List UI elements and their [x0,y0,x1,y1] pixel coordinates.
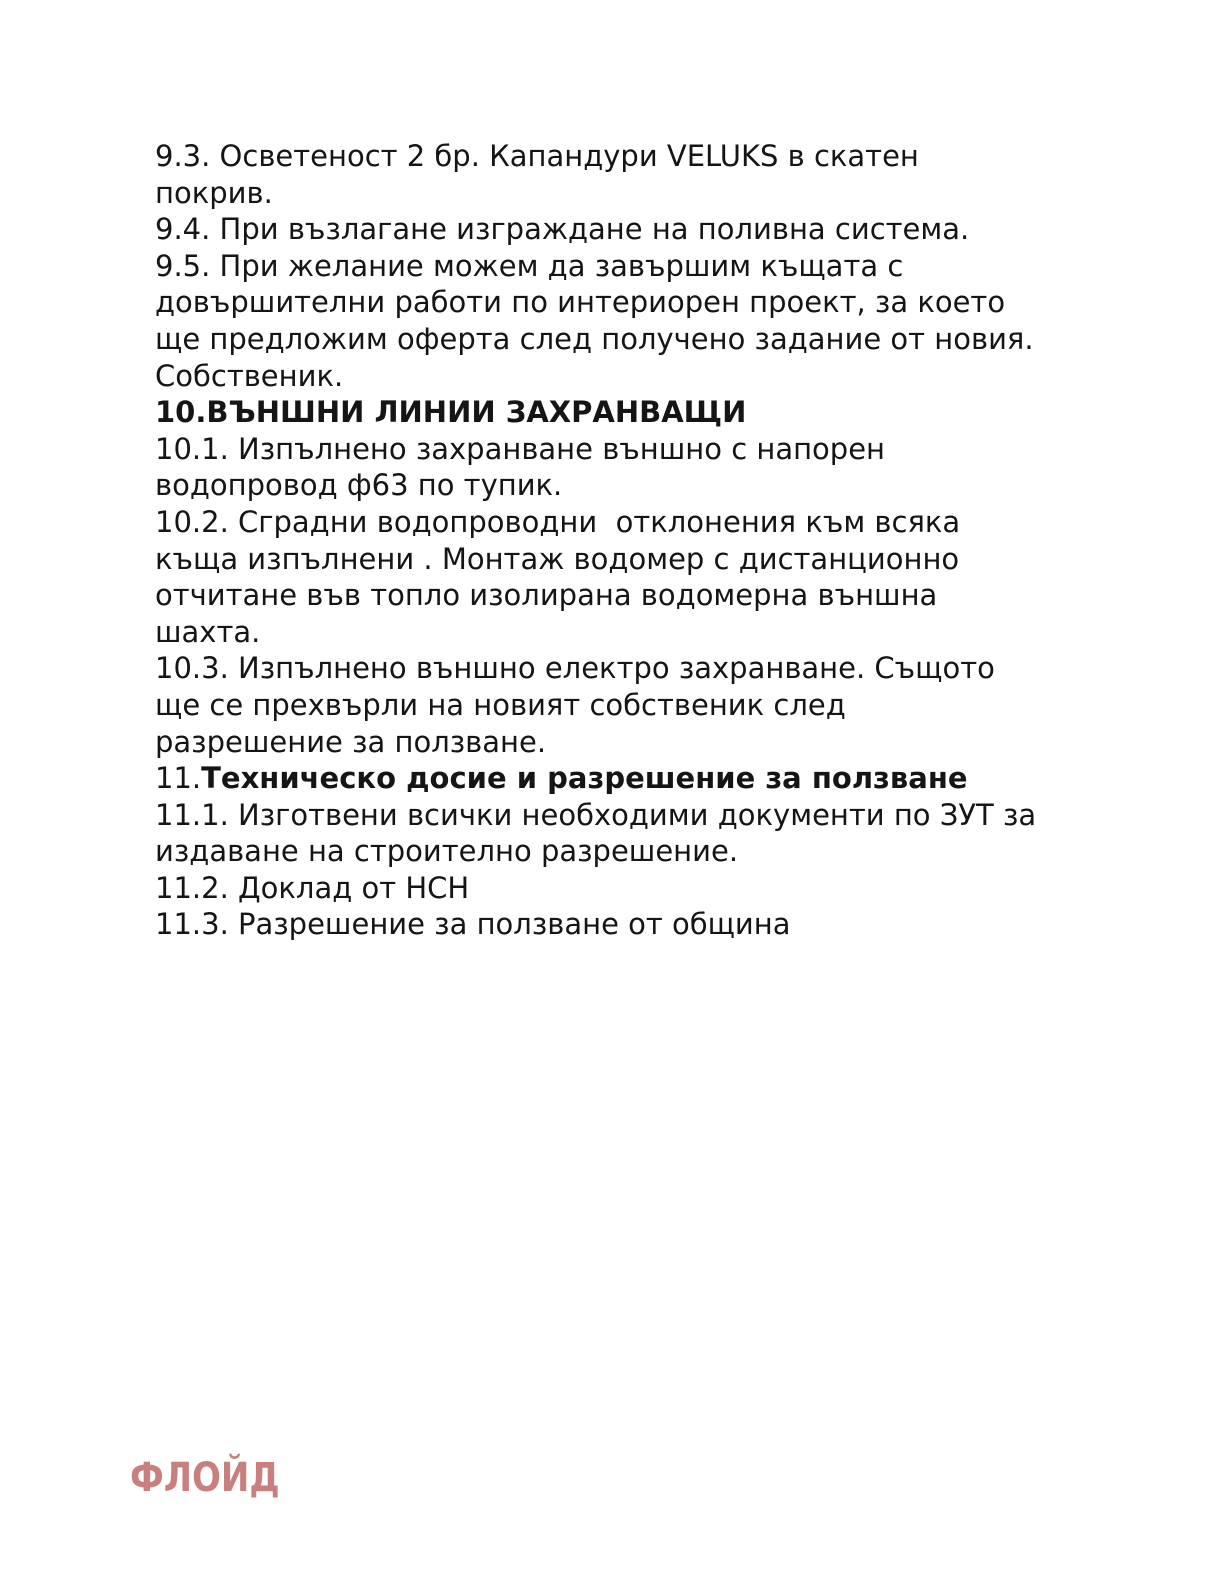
text-segment: Собственик. [155,358,344,393]
text-segment: къща изпълнени . Монтаж водомер с дистанционно [155,541,960,576]
text-segment: шахта. [155,614,261,649]
text-segment: 11.3. Разрешение за ползване от община [155,907,791,942]
text-line [155,504,1105,541]
text-line [155,138,1105,175]
text-segment: отчитане във топло изолирана водомерна външна [155,578,938,613]
text-line [155,797,1105,834]
text-line [155,358,1105,395]
text-line [155,431,1105,468]
text-segment: ще предложим оферта след получено задание от новия. [155,321,1034,356]
floyd-logo: ФЛОЙД [130,1455,280,1501]
text-segment: разрешение за ползване. [155,724,547,759]
text-line [155,175,1105,212]
text-line [155,833,1105,870]
text-segment: водопровод ф63 по тупик. [155,468,563,503]
text-line [155,394,1105,431]
text-segment: 10.1. Изпълнено захранване външно с напорен [155,431,886,466]
text-segment: издаване на строително разрешение. [155,834,739,869]
text-line [155,906,1105,943]
text-segment: 11.2. Доклад от НСН [155,870,470,905]
text-segment: 9.4. При възлагане изграждане на поливна система. [155,212,970,247]
text-segment-bold: Техническо досие и разрешение за ползване [201,761,968,796]
text-line [155,760,1105,797]
text-line [155,467,1105,504]
text-segment: покрив. [155,175,273,210]
text-segment: 11. [155,761,202,796]
text-segment: 10.3. Изпълнено външно електро захранване. Същото [155,651,995,686]
text-line [155,870,1105,907]
text-segment: 11.1. Изготвени всички необходими документи по ЗУТ за [155,797,1037,832]
text-line [155,687,1105,724]
text-line [155,211,1105,248]
text-line [155,321,1105,358]
text-segment: 10.2. Сградни водопроводни отклонения към всяка [155,504,961,539]
text-line [155,541,1105,578]
text-line [155,724,1105,761]
text-segment-bold: 10.ВЪНШНИ ЛИНИИ ЗАХРАНВАЩИ [155,395,747,430]
document-text-block [155,138,1105,943]
text-line [155,650,1105,687]
text-line [155,284,1105,321]
text-line [155,614,1105,651]
text-segment: 9.3. Осветеност 2 бр. Капандури VELUKS в скатен [155,139,919,173]
text-line [155,248,1105,285]
text-line [155,577,1105,614]
text-segment: довършителни работи по интериорен проект, за което [155,285,1006,320]
text-segment: ще се прехвърли на новият собственик след [155,687,846,722]
text-segment: 9.5. При желание можем да завършим къщата с [155,248,904,283]
